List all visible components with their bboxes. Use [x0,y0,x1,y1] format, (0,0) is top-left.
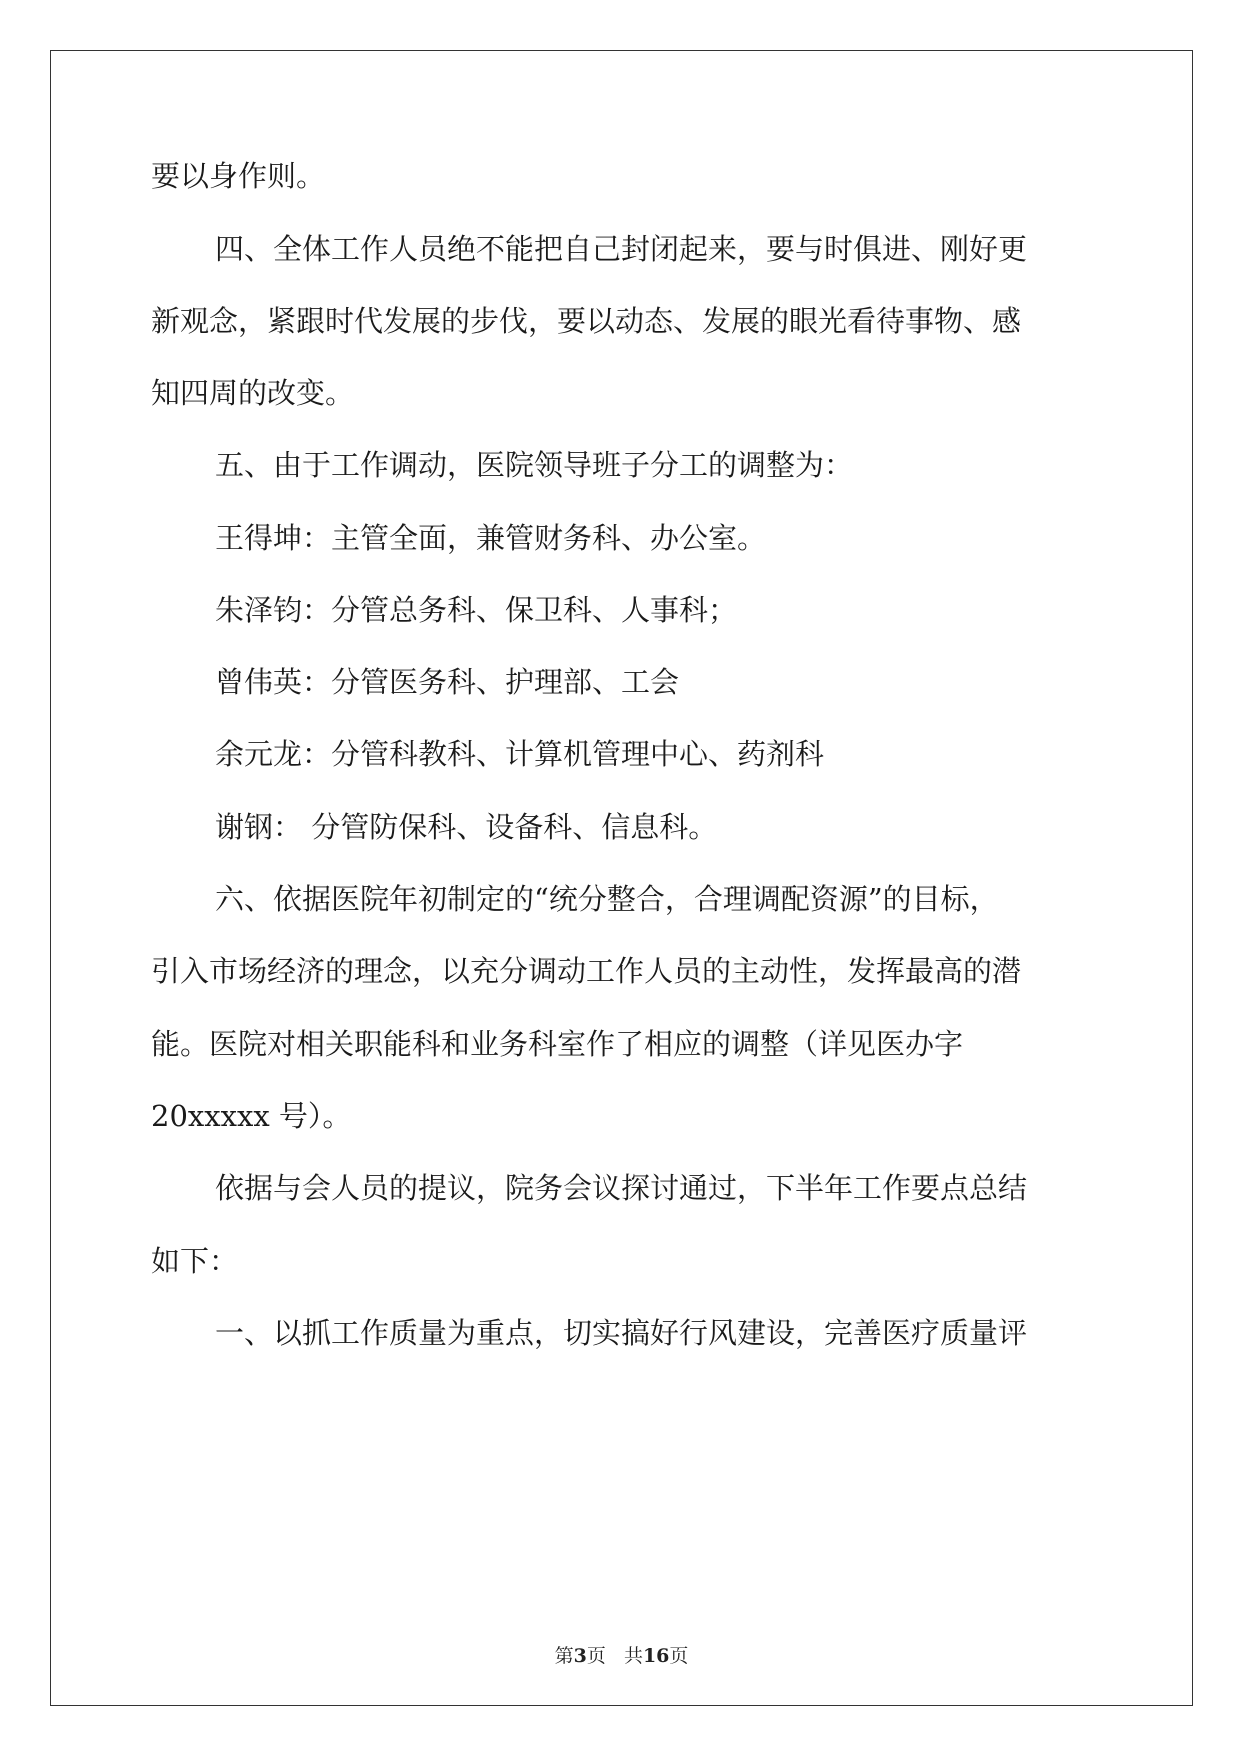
page-prefix: 第 [554,1645,574,1667]
text-line-14: 20xxxxx 号）。 [151,1099,352,1133]
text-line-4: 知四周的改变。 [151,376,355,410]
current-page-number: 3 [573,1645,587,1667]
text-line-5: 五、由于工作调动，医院领导班子分工的调整为： [215,448,854,482]
text-line-9: 余元龙：分管科教科、计算机管理中心、药剂科 [215,737,825,771]
text-line-6: 王得坤：主管全面，兼管财务科、办公室。 [215,521,767,555]
page-mid: 页 共 [586,1645,643,1667]
page-frame [50,50,1193,1706]
text-line-16: 如下： [151,1244,239,1278]
page-suffix: 页 [669,1645,689,1667]
text-line-17: 一、以抓工作质量为重点，切实搞好行风建设，完善医疗质量评 [215,1316,1028,1350]
text-line-13: 能。医院对相关职能科和业务科室作了相应的调整（详见医办字 [151,1027,964,1061]
text-line-15: 依据与会人员的提议，院务会议探讨通过，下半年工作要点总结 [215,1171,1028,1205]
text-line-11: 六、依据医院年初制定的“统分整合，合理调配资源”的目标， [215,882,999,916]
page-number-footer [51,1641,1192,1668]
text-line-7: 朱泽钧：分管总务科、保卫科、人事科； [215,593,738,627]
text-line-8: 曾伟英：分管医务科、护理部、工会 [215,665,680,699]
text-line-1: 要以身作则。 [151,159,326,193]
total-page-number: 16 [642,1645,670,1667]
text-line-12: 引入市场经济的理念，以充分调动工作人员的主动性，发挥最高的潜 [151,954,1022,988]
text-line-10: 谢钢： 分管防保科、设备科、信息科。 [215,810,718,844]
text-line-3: 新观念，紧跟时代发展的步伐，要以动态、发展的眼光看待事物、感 [151,304,1022,338]
text-line-2: 四、全体工作人员绝不能把自己封闭起来，要与时俱进、刚好更 [215,232,1028,266]
